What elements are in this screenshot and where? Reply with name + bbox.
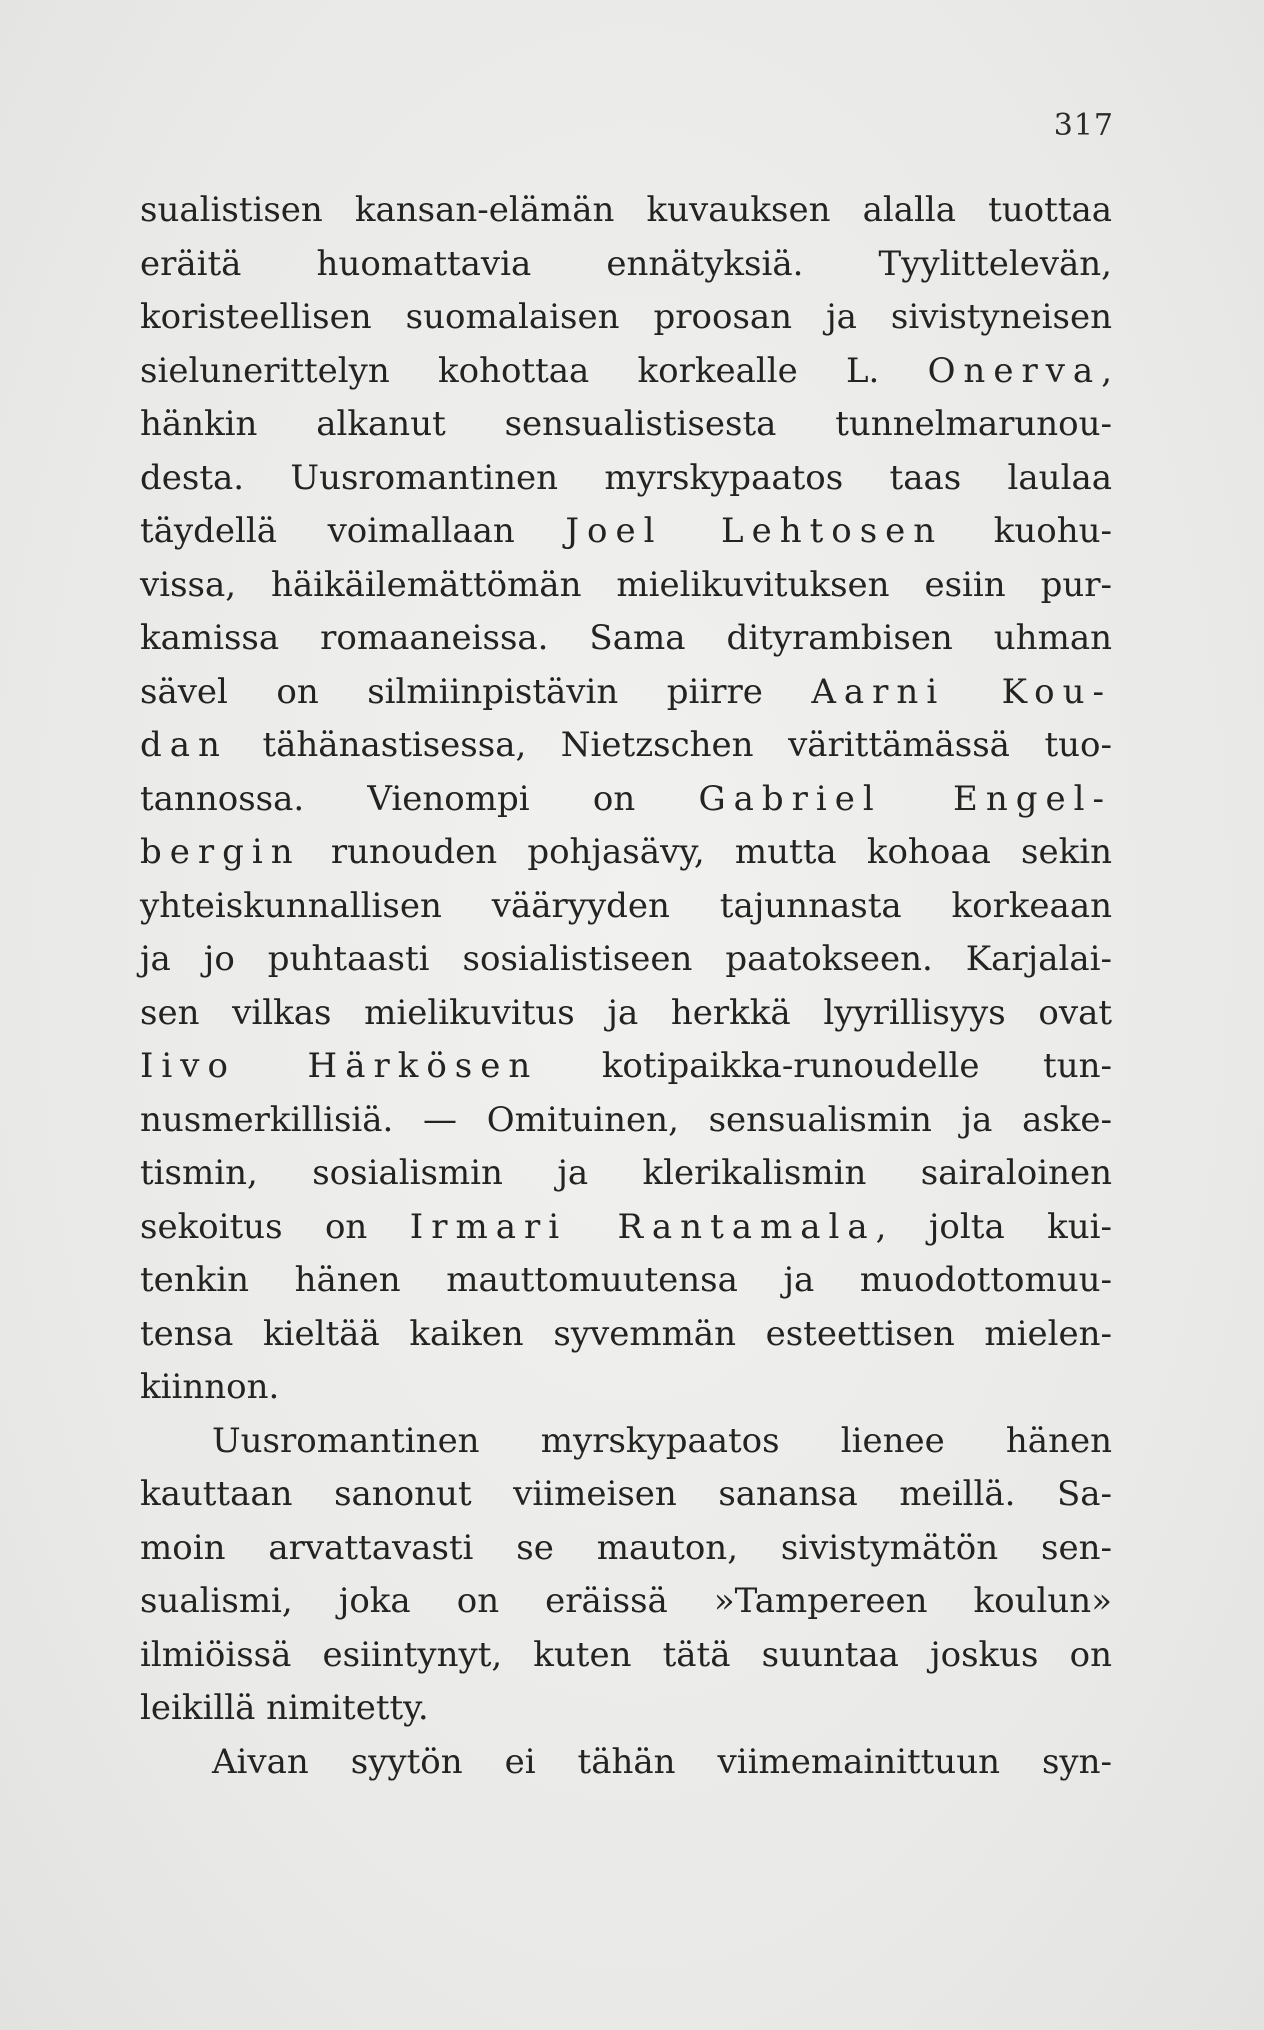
text-segment: tannossa. Vienompi on <box>140 778 699 819</box>
text-segment: täydellä voimallaan <box>140 511 566 551</box>
text-line <box>140 559 1112 613</box>
text-segment: nusmerkillisiä. — Omituinen, sensualismin ja aske- <box>140 1099 1112 1140</box>
text-segment: yhteiskunnallisen vääryyden tajunnasta korkeaan <box>140 885 1112 926</box>
spaced-name: Iivo Härkösen <box>140 1046 539 1086</box>
spaced-name: Aarni Kou- <box>811 671 1112 712</box>
text-segment: moin arvattavasti se mauton, sivistymätön sen- <box>140 1527 1112 1568</box>
text-segment: Aivan syytön ei tähän viimemainittuun syn- <box>212 1741 1112 1782</box>
spaced-name: bergin <box>140 832 301 872</box>
text-segment: sen vilkas mielikuvitus ja herkkä lyyrillisyys ovat <box>140 992 1112 1033</box>
text-segment: kotipaikka-runoudelle tun- <box>538 1046 1112 1086</box>
text-line <box>140 880 1112 934</box>
text-segment: tensa kieltää kaiken syvemmän esteettisen mielen- <box>140 1313 1112 1354</box>
text-line <box>140 612 1112 666</box>
text-segment: hänkin alkanut sensualistisesta tunnelmarunou- <box>140 404 1112 444</box>
text-segment: kauttaan sanonut viimeisen sanansa meillä. Sa- <box>140 1474 1112 1514</box>
text-segment: runouden pohjasävy, mutta kohoaa sekin <box>300 832 1112 872</box>
text-line <box>140 238 1112 292</box>
text-segment: leikillä nimitetty. <box>140 1688 429 1728</box>
text-line <box>140 1201 1112 1255</box>
text-line <box>140 345 1112 399</box>
text-line <box>140 291 1112 345</box>
text-line <box>140 1522 1112 1576</box>
text-segment: desta. Uusromantinen myrskypaatos taas laulaa <box>140 457 1112 498</box>
page-number: 317 <box>1053 108 1114 143</box>
text-line <box>140 933 1112 987</box>
text-line <box>140 505 1112 559</box>
text-line <box>140 1308 1112 1362</box>
spaced-name: dan <box>140 725 228 765</box>
body-text <box>140 184 1112 1789</box>
text-line <box>140 1040 1112 1094</box>
text-line <box>140 773 1112 827</box>
spaced-name: Joel Lehtosen <box>565 511 944 551</box>
text-segment: ja jo puhtaasti sosialistiseen paatokseen. Karjalai- <box>140 939 1112 979</box>
text-segment: kamissa romaaneissa. Sama dityrambisen uhman <box>140 618 1112 658</box>
text-segment: sävel on silmiinpistävin piirre <box>140 671 812 712</box>
text-segment: vissa, häikäilemättömän mielikuvituksen esiin pur- <box>140 564 1112 605</box>
spaced-name: Onerva <box>927 350 1102 391</box>
text-line <box>140 1468 1112 1522</box>
text-line <box>140 1147 1112 1201</box>
spaced-name: Irmari Rantamala <box>409 1206 876 1247</box>
text-line <box>140 987 1112 1041</box>
text-segment: ilmiöissä esiintynyt, kuten tätä suuntaa joskus on <box>140 1634 1112 1675</box>
text-segment: sualistisen kansan-elämän kuvauksen alalla tuottaa <box>140 190 1112 230</box>
text-segment: kuohu- <box>943 511 1112 551</box>
text-segment: , jolta kui- <box>875 1206 1113 1247</box>
text-line <box>140 1254 1112 1308</box>
text-segment: sekoitus on <box>140 1206 410 1247</box>
text-line <box>140 1575 1112 1629</box>
text-segment: tismin, sosialismin ja klerikalismin sairaloinen <box>140 1153 1112 1193</box>
text-line <box>140 1629 1112 1683</box>
text-segment: koristeellisen suomalaisen proosan ja sivistyneisen <box>140 297 1112 337</box>
text-line <box>140 1361 1112 1415</box>
text-line <box>140 1415 1112 1469</box>
text-line <box>140 452 1112 506</box>
text-segment: kiinnon. <box>140 1367 280 1407</box>
text-segment: sielunerittelyn kohottaa korkealle L. <box>140 350 928 391</box>
text-segment: tenkin hänen mauttomuutensa ja muodottomuu- <box>140 1260 1112 1300</box>
text-line <box>140 184 1112 238</box>
text-line <box>140 1094 1112 1148</box>
text-line <box>140 1736 1112 1790</box>
text-line <box>140 398 1112 452</box>
text-line <box>140 1682 1112 1736</box>
text-segment: , <box>1101 350 1112 391</box>
text-line <box>140 826 1112 880</box>
text-segment: tähänastisessa, Nietzschen värittämässä tuo- <box>227 725 1112 765</box>
text-segment: sualismi, joka on eräissä »Tampereen koulun» <box>140 1581 1112 1621</box>
spaced-name: Gabriel Engel- <box>698 778 1112 819</box>
text-segment: eräitä huomattavia ennätyksiä. Tyylittelevän, <box>140 243 1112 284</box>
text-line <box>140 719 1112 773</box>
text-segment: Uusromantinen myrskypaatos lienee hänen <box>212 1420 1112 1461</box>
text-line <box>140 666 1112 720</box>
